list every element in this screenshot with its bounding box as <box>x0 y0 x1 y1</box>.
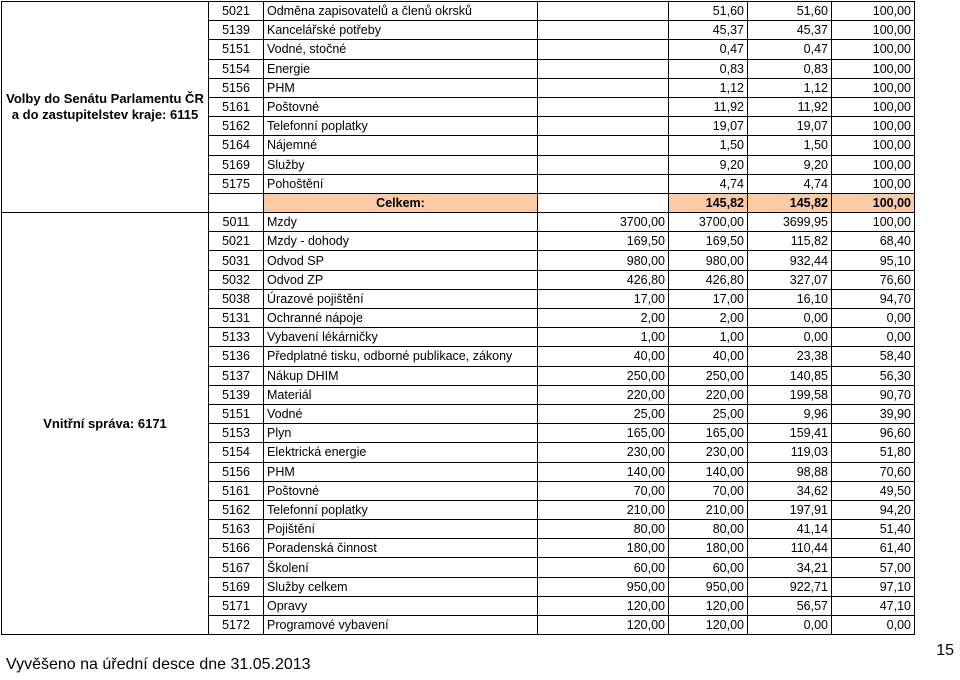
value-col-3: 110,44 <box>748 539 832 558</box>
total-blank <box>538 193 669 212</box>
item-code: 5021 <box>209 232 264 251</box>
item-name: Vodné, stočné <box>264 40 538 59</box>
value-col-2: 140,00 <box>669 462 748 481</box>
percent-col: 100,00 <box>832 2 915 21</box>
percent-col: 100,00 <box>832 21 915 40</box>
percent-col: 100,00 <box>832 174 915 193</box>
item-name: Elektrická energie <box>264 443 538 462</box>
value-col-2: 80,00 <box>669 520 748 539</box>
value-col-2: 9,20 <box>669 155 748 174</box>
item-code: 5164 <box>209 136 264 155</box>
item-code: 5161 <box>209 97 264 116</box>
item-name: Vodné <box>264 404 538 423</box>
value-col-1: 17,00 <box>538 289 669 308</box>
item-name: Předplatné tisku, odborné publikace, zákony <box>264 347 538 366</box>
percent-col: 100,00 <box>832 40 915 59</box>
item-code: 5031 <box>209 251 264 270</box>
percent-col: 0,00 <box>832 328 915 347</box>
posting-date-footer: Vyvěšeno na úřední desce dne 31.05.2013 <box>6 656 311 673</box>
value-col-1 <box>538 40 669 59</box>
percent-col: 70,60 <box>832 462 915 481</box>
item-name: Poštovné <box>264 97 538 116</box>
percent-col: 96,60 <box>832 424 915 443</box>
value-col-1: 980,00 <box>538 251 669 270</box>
item-code: 5011 <box>209 213 264 232</box>
item-code: 5166 <box>209 539 264 558</box>
page-number: 15 <box>936 642 954 659</box>
item-code: 5172 <box>209 616 264 635</box>
value-col-2: 210,00 <box>669 500 748 519</box>
value-col-3: 41,14 <box>748 520 832 539</box>
value-col-1: 250,00 <box>538 366 669 385</box>
value-col-3: 51,60 <box>748 2 832 21</box>
item-code: 5162 <box>209 117 264 136</box>
item-name: Programové vybavení <box>264 616 538 635</box>
item-name: Plyn <box>264 424 538 443</box>
total-label: Celkem: <box>264 193 538 212</box>
value-col-3: 199,58 <box>748 385 832 404</box>
value-col-2: 120,00 <box>669 596 748 615</box>
percent-col: 58,40 <box>832 347 915 366</box>
total-percent: 100,00 <box>832 193 915 212</box>
percent-col: 100,00 <box>832 155 915 174</box>
percent-col: 47,10 <box>832 596 915 615</box>
value-col-3: 9,20 <box>748 155 832 174</box>
value-col-3: 0,47 <box>748 40 832 59</box>
percent-col: 97,10 <box>832 577 915 596</box>
percent-col: 0,00 <box>832 616 915 635</box>
value-col-1 <box>538 97 669 116</box>
value-col-1: 140,00 <box>538 462 669 481</box>
value-col-1: 120,00 <box>538 596 669 615</box>
value-col-3: 23,38 <box>748 347 832 366</box>
value-col-1 <box>538 2 669 21</box>
item-name: Nájemné <box>264 136 538 155</box>
total-code-blank <box>209 193 264 212</box>
percent-col: 90,70 <box>832 385 915 404</box>
item-name: Odvod ZP <box>264 270 538 289</box>
item-code: 5162 <box>209 500 264 519</box>
percent-col: 76,60 <box>832 270 915 289</box>
value-col-3: 119,03 <box>748 443 832 462</box>
value-col-2: 1,50 <box>669 136 748 155</box>
value-col-2: 220,00 <box>669 385 748 404</box>
value-col-3: 1,50 <box>748 136 832 155</box>
value-col-2: 0,47 <box>669 40 748 59</box>
value-col-1: 70,00 <box>538 481 669 500</box>
item-name: PHM <box>264 462 538 481</box>
value-col-1: 210,00 <box>538 500 669 519</box>
item-name: Telefonní poplatky <box>264 117 538 136</box>
value-col-3: 197,91 <box>748 500 832 519</box>
value-col-1: 25,00 <box>538 404 669 423</box>
value-col-2: 51,60 <box>669 2 748 21</box>
item-code: 5151 <box>209 40 264 59</box>
value-col-3: 3699,95 <box>748 213 832 232</box>
item-name: PHM <box>264 78 538 97</box>
value-col-3: 16,10 <box>748 289 832 308</box>
section-label: Volby do Senátu Parlamentu ČR a do zastupitelstev kraje: 6115 <box>2 2 209 213</box>
value-col-2: 1,00 <box>669 328 748 347</box>
value-col-2: 980,00 <box>669 251 748 270</box>
total-value-col-3: 145,82 <box>748 193 832 212</box>
value-col-1: 1,00 <box>538 328 669 347</box>
value-col-2: 17,00 <box>669 289 748 308</box>
value-col-3: 45,37 <box>748 21 832 40</box>
value-col-2: 45,37 <box>669 21 748 40</box>
budget-table <box>1 1 915 635</box>
value-col-2: 165,00 <box>669 424 748 443</box>
value-col-2: 180,00 <box>669 539 748 558</box>
item-name: Pojištění <box>264 520 538 539</box>
value-col-2: 25,00 <box>669 404 748 423</box>
value-col-3: 327,07 <box>748 270 832 289</box>
value-col-2: 426,80 <box>669 270 748 289</box>
item-code: 5156 <box>209 462 264 481</box>
item-name: Poradenská činnost <box>264 539 538 558</box>
item-code: 5154 <box>209 59 264 78</box>
item-code: 5167 <box>209 558 264 577</box>
table-row <box>2 213 915 232</box>
item-name: Mzdy <box>264 213 538 232</box>
table-row <box>2 2 915 21</box>
value-col-3: 922,71 <box>748 577 832 596</box>
item-name: Kancelářské potřeby <box>264 21 538 40</box>
item-name: Telefonní poplatky <box>264 500 538 519</box>
percent-col: 100,00 <box>832 78 915 97</box>
item-code: 5169 <box>209 577 264 596</box>
value-col-1 <box>538 59 669 78</box>
value-col-1: 120,00 <box>538 616 669 635</box>
value-col-1: 220,00 <box>538 385 669 404</box>
item-name: Energie <box>264 59 538 78</box>
percent-col: 100,00 <box>832 97 915 116</box>
percent-col: 68,40 <box>832 232 915 251</box>
value-col-1 <box>538 117 669 136</box>
percent-col: 0,00 <box>832 309 915 328</box>
section-label: Vnitřní správa: 6171 <box>2 213 209 635</box>
value-col-2: 40,00 <box>669 347 748 366</box>
value-col-2: 250,00 <box>669 366 748 385</box>
value-col-3: 9,96 <box>748 404 832 423</box>
item-code: 5133 <box>209 328 264 347</box>
value-col-2: 11,92 <box>669 97 748 116</box>
value-col-3: 932,44 <box>748 251 832 270</box>
value-col-1: 60,00 <box>538 558 669 577</box>
percent-col: 51,80 <box>832 443 915 462</box>
value-col-1 <box>538 174 669 193</box>
item-name: Poštovné <box>264 481 538 500</box>
value-col-1 <box>538 155 669 174</box>
value-col-1 <box>538 78 669 97</box>
item-name: Odvod SP <box>264 251 538 270</box>
value-col-2: 1,12 <box>669 78 748 97</box>
value-col-1: 165,00 <box>538 424 669 443</box>
value-col-3: 4,74 <box>748 174 832 193</box>
item-code: 5137 <box>209 366 264 385</box>
value-col-2: 60,00 <box>669 558 748 577</box>
percent-col: 57,00 <box>832 558 915 577</box>
value-col-1: 230,00 <box>538 443 669 462</box>
value-col-3: 19,07 <box>748 117 832 136</box>
value-col-3: 115,82 <box>748 232 832 251</box>
item-name: Materiál <box>264 385 538 404</box>
item-name: Pohoštění <box>264 174 538 193</box>
value-col-3: 0,00 <box>748 309 832 328</box>
item-name: Školení <box>264 558 538 577</box>
value-col-3: 0,00 <box>748 328 832 347</box>
value-col-3: 11,92 <box>748 97 832 116</box>
value-col-2: 230,00 <box>669 443 748 462</box>
value-col-2: 4,74 <box>669 174 748 193</box>
percent-col: 100,00 <box>832 136 915 155</box>
percent-col: 51,40 <box>832 520 915 539</box>
value-col-3: 0,00 <box>748 616 832 635</box>
value-col-3: 1,12 <box>748 78 832 97</box>
item-code: 5021 <box>209 2 264 21</box>
item-code: 5038 <box>209 289 264 308</box>
percent-col: 95,10 <box>832 251 915 270</box>
item-code: 5171 <box>209 596 264 615</box>
item-name: Ochranné nápoje <box>264 309 538 328</box>
item-code: 5169 <box>209 155 264 174</box>
value-col-1: 2,00 <box>538 309 669 328</box>
item-code: 5139 <box>209 21 264 40</box>
value-col-3: 0,83 <box>748 59 832 78</box>
percent-col: 100,00 <box>832 117 915 136</box>
value-col-2: 3700,00 <box>669 213 748 232</box>
percent-col: 100,00 <box>832 213 915 232</box>
percent-col: 61,40 <box>832 539 915 558</box>
value-col-2: 19,07 <box>669 117 748 136</box>
value-col-2: 2,00 <box>669 309 748 328</box>
value-col-3: 56,57 <box>748 596 832 615</box>
value-col-1: 180,00 <box>538 539 669 558</box>
value-col-2: 950,00 <box>669 577 748 596</box>
item-code: 5154 <box>209 443 264 462</box>
item-name: Služby <box>264 155 538 174</box>
percent-col: 39,90 <box>832 404 915 423</box>
value-col-1: 950,00 <box>538 577 669 596</box>
item-code: 5163 <box>209 520 264 539</box>
value-col-1 <box>538 136 669 155</box>
item-code: 5161 <box>209 481 264 500</box>
item-name: Mzdy - dohody <box>264 232 538 251</box>
item-code: 5153 <box>209 424 264 443</box>
value-col-1: 169,50 <box>538 232 669 251</box>
total-value-col-2: 145,82 <box>669 193 748 212</box>
item-name: Vybavení lékárničky <box>264 328 538 347</box>
percent-col: 49,50 <box>832 481 915 500</box>
value-col-1: 80,00 <box>538 520 669 539</box>
value-col-2: 70,00 <box>669 481 748 500</box>
value-col-3: 34,62 <box>748 481 832 500</box>
percent-col: 100,00 <box>832 59 915 78</box>
percent-col: 94,70 <box>832 289 915 308</box>
item-name: Nákup DHIM <box>264 366 538 385</box>
item-code: 5131 <box>209 309 264 328</box>
item-code: 5032 <box>209 270 264 289</box>
percent-col: 94,20 <box>832 500 915 519</box>
percent-col: 56,30 <box>832 366 915 385</box>
value-col-3: 98,88 <box>748 462 832 481</box>
item-code: 5139 <box>209 385 264 404</box>
item-name: Opravy <box>264 596 538 615</box>
value-col-1: 426,80 <box>538 270 669 289</box>
value-col-1: 3700,00 <box>538 213 669 232</box>
item-code: 5151 <box>209 404 264 423</box>
item-name: Odměna zapisovatelů a členů okrsků <box>264 2 538 21</box>
value-col-3: 159,41 <box>748 424 832 443</box>
value-col-1: 40,00 <box>538 347 669 366</box>
value-col-3: 34,21 <box>748 558 832 577</box>
value-col-2: 0,83 <box>669 59 748 78</box>
item-name: Služby celkem <box>264 577 538 596</box>
item-code: 5156 <box>209 78 264 97</box>
item-code: 5175 <box>209 174 264 193</box>
value-col-2: 120,00 <box>669 616 748 635</box>
value-col-2: 169,50 <box>669 232 748 251</box>
value-col-3: 140,85 <box>748 366 832 385</box>
value-col-1 <box>538 21 669 40</box>
item-code: 5136 <box>209 347 264 366</box>
item-name: Úrazové pojištění <box>264 289 538 308</box>
